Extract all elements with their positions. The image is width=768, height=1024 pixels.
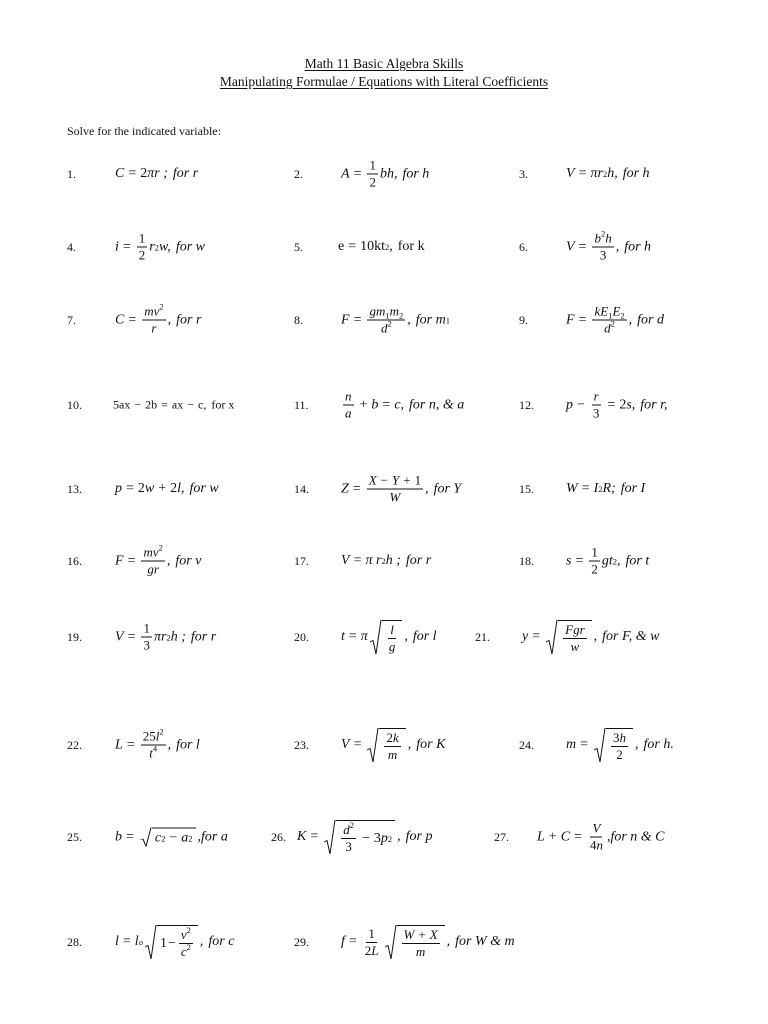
problem-number: 13. (67, 482, 82, 496)
problem-number: 11. (294, 398, 309, 412)
problem-number: 1. (67, 167, 76, 181)
equation: C = $\frac{mv^2}{r}$ , for r (115, 301, 202, 336)
problem-number: 7. (67, 313, 76, 327)
equation: t = π $\frac{l}{g}$ , for l (341, 622, 437, 654)
instruction-text: Solve for the indicated variable: (67, 124, 221, 138)
equation: Z = $\frac{X - Y + 1}{W}$ , for Y (341, 472, 462, 505)
equation: V = π r 2 h ; for r (341, 553, 432, 568)
problem-number: 26. (271, 830, 286, 844)
equation: i = $\frac{1}{2}$ r 2 w, for w (115, 230, 205, 263)
problem-number: 24. (519, 738, 534, 752)
equation: A = $\frac{1}{2}$ bh, for h (341, 157, 430, 190)
problem-number: 8. (294, 313, 303, 327)
problem-number: 3. (519, 167, 528, 181)
page-title: Math 11 Basic Algebra Skills (304, 56, 464, 71)
problem-number: 27. (494, 830, 509, 844)
equation: 5ax − 2b = ax − c, for x (113, 397, 235, 412)
equation: F = $\frac{kE_1E_2}{d^2}$ , for d (566, 303, 664, 336)
problem-number: 5. (294, 240, 303, 254)
problem-number: 28. (67, 935, 82, 949)
equation: p − $\frac{r}{3}$ = 2 s, for r, (566, 388, 668, 421)
problem-number: 2. (294, 167, 303, 181)
problem-number: 20. (294, 630, 309, 644)
problem-number: 4. (67, 240, 76, 254)
equation: V = πr 2 h, for h (566, 166, 650, 181)
problem-number: 23. (294, 738, 309, 752)
problem-number: 18. (519, 554, 534, 568)
problem-number: 6. (519, 240, 528, 254)
equation: V = $\frac{1}{3}$ πr 2 h ; for r (115, 620, 217, 653)
equation: K = $\frac{d^2}{3}$ − 3 p 2 , for p (297, 820, 433, 854)
problem-number: 19. (67, 630, 82, 644)
problem-number: 22. (67, 738, 82, 752)
equation: L + C = $\frac{V}{4n}$ , for n & C (537, 820, 665, 853)
equation: V = $\frac{2k}{m}$ , for K (341, 730, 446, 762)
equation: F = $\frac{mv^2}{gr}$ , for v (115, 542, 202, 577)
equation: $\frac{n}{a}$ + b = c, for n, & a (345, 388, 465, 421)
equation: l = l o 1 − $\frac{v^2}{c^2}$ , for c (115, 925, 235, 959)
page-subtitle: Manipulating Formulae / Equations with Literal Coefficients (219, 74, 549, 89)
equation: e = 10kt 2 , for k (338, 239, 425, 254)
problem-number: 12. (519, 398, 534, 412)
equation: s = $\frac{1}{2}$ gt 2 , for t (566, 544, 650, 577)
problem-number: 14. (294, 482, 309, 496)
equation: L = $\frac{25l^2}{t^4}$ , for l (115, 726, 200, 761)
equation: V = $\frac{b^2h}{3}$ , for h (566, 228, 652, 263)
problem-number: 29. (294, 935, 309, 949)
problem-number: 9. (519, 313, 528, 327)
equation: C = 2 πr ; for r (115, 166, 199, 181)
problem-number: 10. (67, 398, 82, 412)
equation: W = I 2 R; for I (566, 481, 646, 496)
problem-number: 15. (519, 482, 534, 496)
problem-number: 25. (67, 830, 82, 844)
problem-number: 17. (294, 554, 309, 568)
equation: b = c 2 − a 2 , for a (115, 829, 228, 846)
equation: f = $\frac{1}{2L}$ $\frac{W + X}{m}$ , for W & m (341, 925, 515, 959)
equation: p = 2 w + 2 l, for w (115, 481, 219, 496)
equation: F = $\frac{gm_1m_2}{d^2}$ , for m 1 (341, 303, 450, 336)
problem-number: 16. (67, 554, 82, 568)
equation: y = $\frac{\text{Fgr}}{w}$ , for F, & w (522, 622, 660, 654)
equation: m = $\frac{3h}{2}$ , for h. (566, 730, 674, 762)
problem-number: 21. (475, 630, 490, 644)
